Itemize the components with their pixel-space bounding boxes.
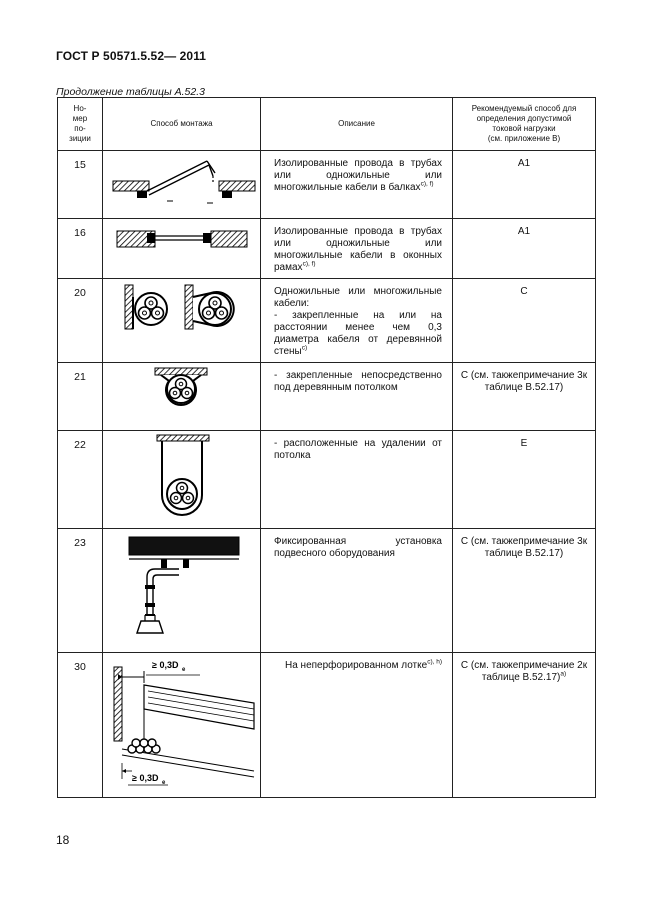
table-row [58, 653, 596, 798]
header-line: (см. приложение В) [487, 134, 561, 143]
document-header: ГОСТ Р 50571.5.52— 2011 [56, 49, 207, 63]
position-number: 22 [58, 431, 103, 529]
installation-figure-spaced-ceiling [103, 431, 261, 529]
col-header-current-method [453, 98, 596, 151]
current-method: C (см. такжепримечание 2к таблице В.52.17)$^{a)}$ [453, 653, 596, 798]
col-header-position [58, 98, 103, 151]
current-method: A1 [453, 151, 596, 219]
current-method: A1 [453, 219, 596, 279]
col-header-method [103, 98, 261, 151]
description: Изолированные провода в трубах или одножильные или многожильные кабели в оконных рамах$^{c), f)}$ [261, 219, 453, 279]
installation-figure-suspended-equipment [103, 529, 261, 653]
header-line: Способ монтажа [150, 119, 213, 128]
installation-figure-tray [103, 653, 261, 798]
table-row [58, 431, 596, 529]
position-number: 15 [58, 151, 103, 219]
description: - расположенные на удалении от потолка [261, 431, 453, 529]
installation-figure-beam [103, 151, 261, 219]
installation-figure-window-frame [103, 219, 261, 279]
current-method: E [453, 431, 596, 529]
page-number: 18 [56, 833, 70, 847]
position-number: 20 [58, 279, 103, 363]
position-number: 16 [58, 219, 103, 279]
description: Изолированные провода в трубах или одножильные или многожильные кабели в балках$^{c), f)}$ [261, 151, 453, 219]
description: - закрепленные непосредственно под деревянным потолком [261, 363, 453, 431]
header-line: мер [72, 114, 88, 123]
installation-figure-wall [103, 279, 261, 363]
header-line: Описание [338, 119, 375, 128]
description: Одножильные или многожильные кабели: - закрепленные на или на расстоянии менее чем 0,3 диаметра кабеля от деревянной стены$^{c)}$ [261, 279, 453, 363]
current-method: C [453, 279, 596, 363]
header-line: по- [74, 124, 86, 133]
position-number: 21 [58, 363, 103, 431]
table-header-row [58, 98, 596, 151]
header-line: Рекомендуемый способ для [471, 104, 577, 113]
header-line: токовой нагрузки [492, 124, 556, 133]
header-line: Но- [73, 104, 87, 113]
position-number: 30 [58, 653, 103, 798]
current-method: C (см. такжепримечание 3к таблице В.52.17) [453, 363, 596, 431]
header-line: зиции [69, 134, 91, 143]
table-row [58, 151, 596, 219]
position-number: 23 [58, 529, 103, 653]
installation-figure-ceiling [103, 363, 261, 431]
table-row [58, 363, 596, 431]
table-row [58, 219, 596, 279]
svg-text:≥ 0,3D: ≥ 0,3D [151, 660, 178, 670]
description: На неперфорированном лотке$^{c), h)}$ [261, 653, 453, 798]
header-line: определения допустимой [476, 114, 572, 123]
svg-text:e: e [161, 780, 165, 786]
table-row [58, 529, 596, 653]
installation-methods-table [57, 97, 596, 798]
col-header-description [261, 98, 453, 151]
table-row [58, 279, 596, 363]
svg-text:≥ 0,3D: ≥ 0,3D [131, 773, 158, 783]
table-caption: Продолжение таблицы А.52.3 [56, 86, 205, 98]
description: Фиксированная установка подвесного оборудования [261, 529, 453, 653]
svg-text:e: e [181, 667, 185, 673]
current-method: C (см. такжепримечание 3к таблице В.52.17) [453, 529, 596, 653]
